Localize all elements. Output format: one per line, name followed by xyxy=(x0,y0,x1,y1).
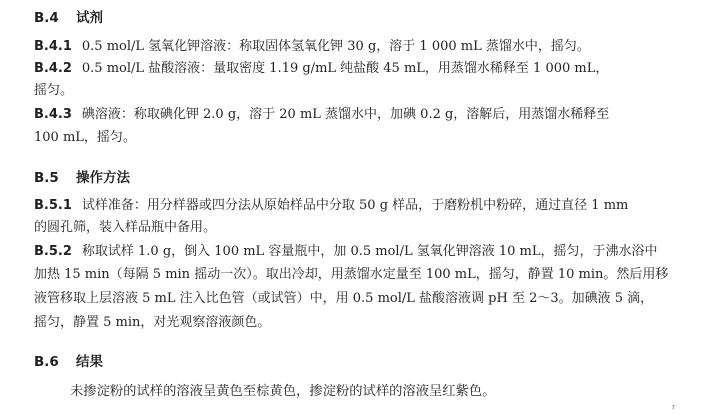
item-b4-2 xyxy=(34,62,608,75)
item-text-continued: 摇匀。 xyxy=(34,83,74,98)
section-heading-b4 xyxy=(34,6,103,26)
section-heading-b6 xyxy=(34,350,103,370)
item-text-continued: 加热 15 min（每隔 5 min 摇动一次）。取出冷却，用蒸馏水定量至 100 mL，摇匀，静置 10 min。然后用移 xyxy=(34,267,669,282)
section-number: B.5 xyxy=(34,170,59,186)
result-text: 未掺淀粉的试样的溶液呈黄色至棕黄色，掺淀粉的试样的溶液呈红紫色。 xyxy=(70,384,496,399)
item-text: 0.5 mol/L 氢氧化钾溶液：称取固体氢氧化钾 30 g，溶于 1 000 mL 蒸馏水中，摇匀。 xyxy=(81,39,590,54)
item-text: 碘溶液：称取碘化钾 2.0 g，溶于 20 mL 蒸馏水中，加碘 0.2 g，溶解后，用蒸馏水稀释至 xyxy=(81,107,610,122)
item-id: B.5.1 xyxy=(34,198,72,213)
item-id: B.4.2 xyxy=(34,61,72,76)
section-heading-b5 xyxy=(34,166,130,186)
section-title: 操作方法 xyxy=(76,170,130,186)
item-text: 试样准备：用分样器或四分法从原始样品中分取 50 g 样品，于磨粉机中粉碎，通过直径 1 mm xyxy=(81,198,629,213)
item-text-continued: 摇匀，静置 5 min，对光观察溶液颜色。 xyxy=(34,315,271,330)
item-b4-1 xyxy=(34,40,590,53)
item-text: 0.5 mol/L 盐酸溶液：量取密度 1.19 g/mL 纯盐酸 45 mL，用蒸馏水稀释至 1 000 mL， xyxy=(81,61,609,76)
item-text-continued: 的圆孔筛，装入样品瓶中备用。 xyxy=(34,220,217,235)
item-b4-3 xyxy=(34,108,609,121)
item-id: B.4.1 xyxy=(34,39,72,54)
section-title: 试剂 xyxy=(76,10,103,26)
item-text-continued: 液管移取上层溶液 5 mL 注入比色管（或试管）中，用 0.5 mol/L 盐酸溶液调 pH 至 2～3。加碘液 5 滴， xyxy=(34,291,654,306)
item-b5-1 xyxy=(34,199,628,212)
item-id: B.5.2 xyxy=(34,244,72,259)
item-text: 称取试样 1.0 g，倒入 100 mL 容量瓶中，加 0.5 mol/L 氢氧化钾溶液 10 mL，摇匀，于沸水浴中 xyxy=(81,244,658,259)
section-title: 结果 xyxy=(76,354,103,370)
item-id: B.4.3 xyxy=(34,107,72,122)
section-number: B.6 xyxy=(34,354,59,370)
item-text-continued: 100 mL，摇匀。 xyxy=(34,130,136,145)
item-b5-2 xyxy=(34,245,657,258)
section-number: B.4 xyxy=(34,10,59,26)
corner-mark: r xyxy=(672,403,676,411)
